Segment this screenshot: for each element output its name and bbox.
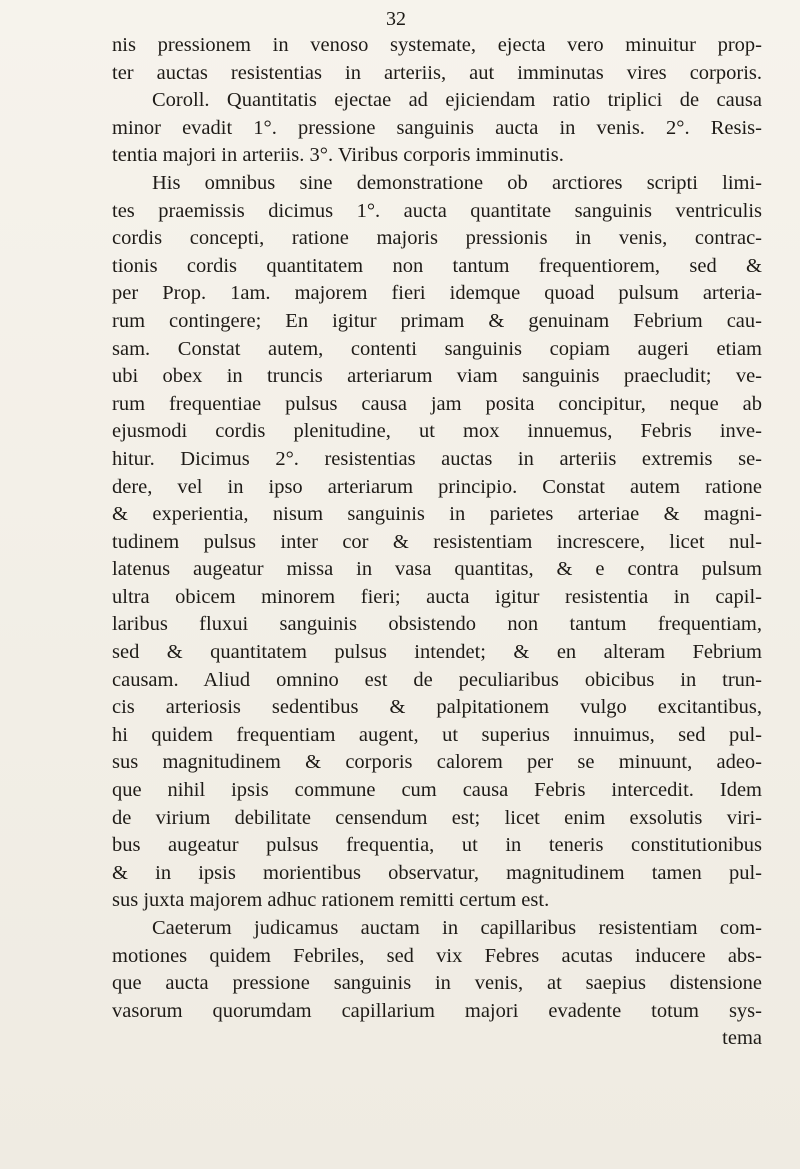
text-line: His omnibus sine demonstratione ob arctiores scripti limi- xyxy=(152,171,762,194)
text-line: tes praemissis dicimus 1°. aucta quantitate sanguinis ventriculis xyxy=(112,199,762,222)
text-line: rum contingere; En igitur primam & genuinam Febrium cau- xyxy=(112,309,762,332)
text-line: tudinem pulsus inter cor & resistentiam increscere, licet nul- xyxy=(112,530,762,553)
text-line: sus magnitudinem & corporis calorem per se minuunt, adeo- xyxy=(112,751,762,774)
text-line: per Prop. 1am. majorem fieri idemque quoad pulsum arteria- xyxy=(112,282,762,305)
text-line: que nihil ipsis commune cum causa Febris intercedit. Idem xyxy=(112,779,762,802)
text-line: Coroll. Quantitatis ejectae ad ejiciendam ratio triplici de causa xyxy=(152,89,762,112)
text-line: bus augeatur pulsus frequentia, ut in teneris constitutionibus xyxy=(112,834,762,857)
body-text xyxy=(112,32,762,1053)
text-line: que aucta pressione sanguinis in venis, at saepius distensione xyxy=(112,972,762,995)
catchword: tema xyxy=(722,1027,762,1050)
text-line: cis arteriosis sedentibus & palpitationem vulgo excitantibus, xyxy=(112,696,762,719)
text-line: ultra obicem minorem fieri; aucta igitur resistentia in capil- xyxy=(112,585,762,608)
text-line: minor evadit 1°. pressione sanguinis aucta in venis. 2°. Resis- xyxy=(112,116,762,139)
text-line: ter auctas resistentias in arteriis, aut imminutas vires corporis. xyxy=(112,61,762,84)
text-line: dere, vel in ipso arteriarum principio. Constat autem ratione xyxy=(112,475,762,498)
text-line: sus juxta majorem adhuc rationem remitti certum est. xyxy=(112,889,550,912)
text-line: & experientia, nisum sanguinis in parietes arteriae & magni- xyxy=(112,503,762,526)
text-line: causam. Aliud omnino est de peculiaribus obicibus in trun- xyxy=(112,668,762,691)
text-line: Caeterum judicamus auctam in capillaribus resistentiam com- xyxy=(152,917,762,939)
text-line: rum frequentiae pulsus causa jam posita concipitur, neque ab xyxy=(112,392,762,415)
text-line: ubi obex in truncis arteriarum viam sanguinis praecludit; ve- xyxy=(112,365,762,388)
text-line: tionis cordis quantitatem non tantum frequentiorem, sed & xyxy=(112,254,762,277)
text-line: hi quidem frequentiam augent, ut superius innuimus, sed pul- xyxy=(112,723,762,746)
page-number: 32 xyxy=(386,8,406,30)
text-line: laribus fluxui sanguinis obsistendo non tantum frequentiam, xyxy=(112,613,762,636)
text-line: tentia majori in arteriis. 3°. Viribus corporis imminutis. xyxy=(112,144,564,167)
text-line: sam. Constat autem, contenti sanguinis copiam augeri etiam xyxy=(112,337,762,360)
text-line: motiones quidem Febriles, sed vix Febres acutas inducere abs- xyxy=(112,944,762,967)
text-line: cordis concepti, ratione majoris pressionis in venis, contrac- xyxy=(112,227,762,250)
text-line: ejusmodi cordis plenitudine, ut mox innuemus, Febris inve- xyxy=(112,420,762,443)
text-line: vasorum quorumdam capillarium majori evadente totum sys- xyxy=(112,999,762,1022)
text-line: & in ipsis morientibus observatur, magnitudinem tamen pul- xyxy=(112,861,762,884)
text-line: nis pressionem in venoso systemate, ejecta vero minuitur prop- xyxy=(112,34,762,56)
text-line: latenus augeatur missa in vasa quantitas, & e contra pulsum xyxy=(112,558,762,581)
text-line: sed & quantitatem pulsus intendet; & en alteram Febrium xyxy=(112,641,762,664)
text-line: de virium debilitate censendum est; licet enim exsolutis viri- xyxy=(112,806,762,829)
text-line: hitur. Dicimus 2°. resistentias auctas in arteriis extremis se- xyxy=(112,447,762,470)
